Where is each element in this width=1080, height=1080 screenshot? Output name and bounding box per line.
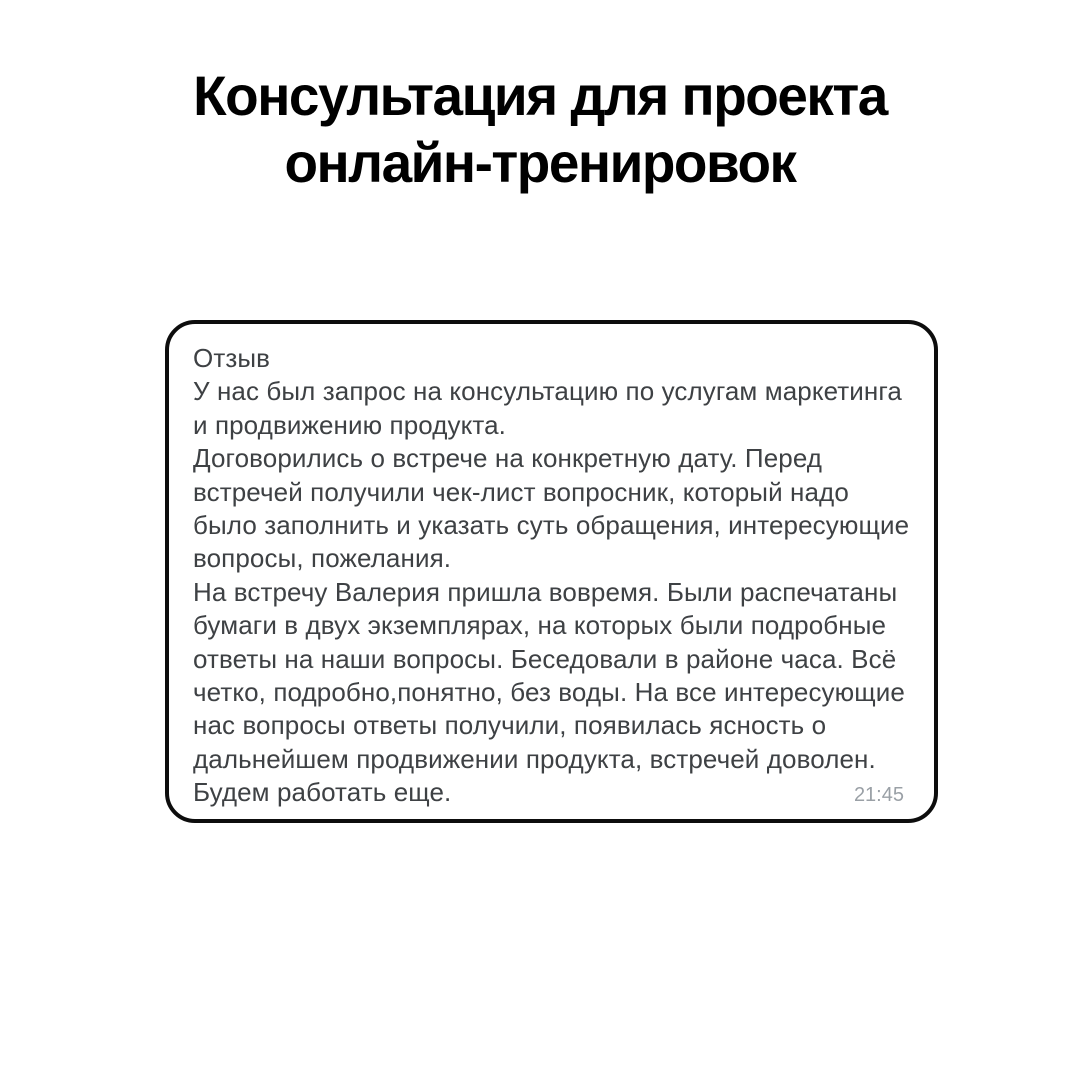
review-line: и продвижению продукта. bbox=[193, 409, 507, 440]
page-title-line-2: онлайн-тренировок bbox=[284, 131, 796, 194]
review-line: вопросы, пожелания. bbox=[193, 543, 452, 574]
review-line: четко, подробно,понятно, без воды. На все интересующие bbox=[193, 677, 905, 708]
review-line: Договорились о встрече на конкретную дату. Перед bbox=[193, 443, 823, 474]
review-line: Будем работать еще. bbox=[193, 777, 452, 808]
page-title bbox=[11, 62, 1069, 196]
review-line: ответы на наши вопросы. Беседовали в районе часа. Всё bbox=[193, 643, 897, 674]
message-timestamp: 21:45 bbox=[853, 784, 904, 806]
review-line: было заполнить и указать суть обращения, интересующие bbox=[193, 510, 910, 541]
review-label: Отзыв bbox=[193, 343, 271, 373]
review-line: нас вопросы ответы получили, появилась ясность о bbox=[193, 710, 827, 741]
review-line: У нас был запрос на консультацию по услугам маркетинга bbox=[193, 376, 902, 407]
review-message-card bbox=[165, 320, 938, 823]
page-title-line-1: Консультация для проекта bbox=[193, 64, 887, 127]
review-line: На встречу Валерия пришла вовремя. Были распечатаны bbox=[193, 576, 898, 607]
review-line: дальнейшем продвижении продукта, встречей доволен. bbox=[193, 743, 876, 774]
review-line: встречей получили чек-лист вопросник, который надо bbox=[193, 476, 849, 507]
review-line: бумаги в двух экземплярах, на которых были подробные bbox=[193, 610, 887, 641]
